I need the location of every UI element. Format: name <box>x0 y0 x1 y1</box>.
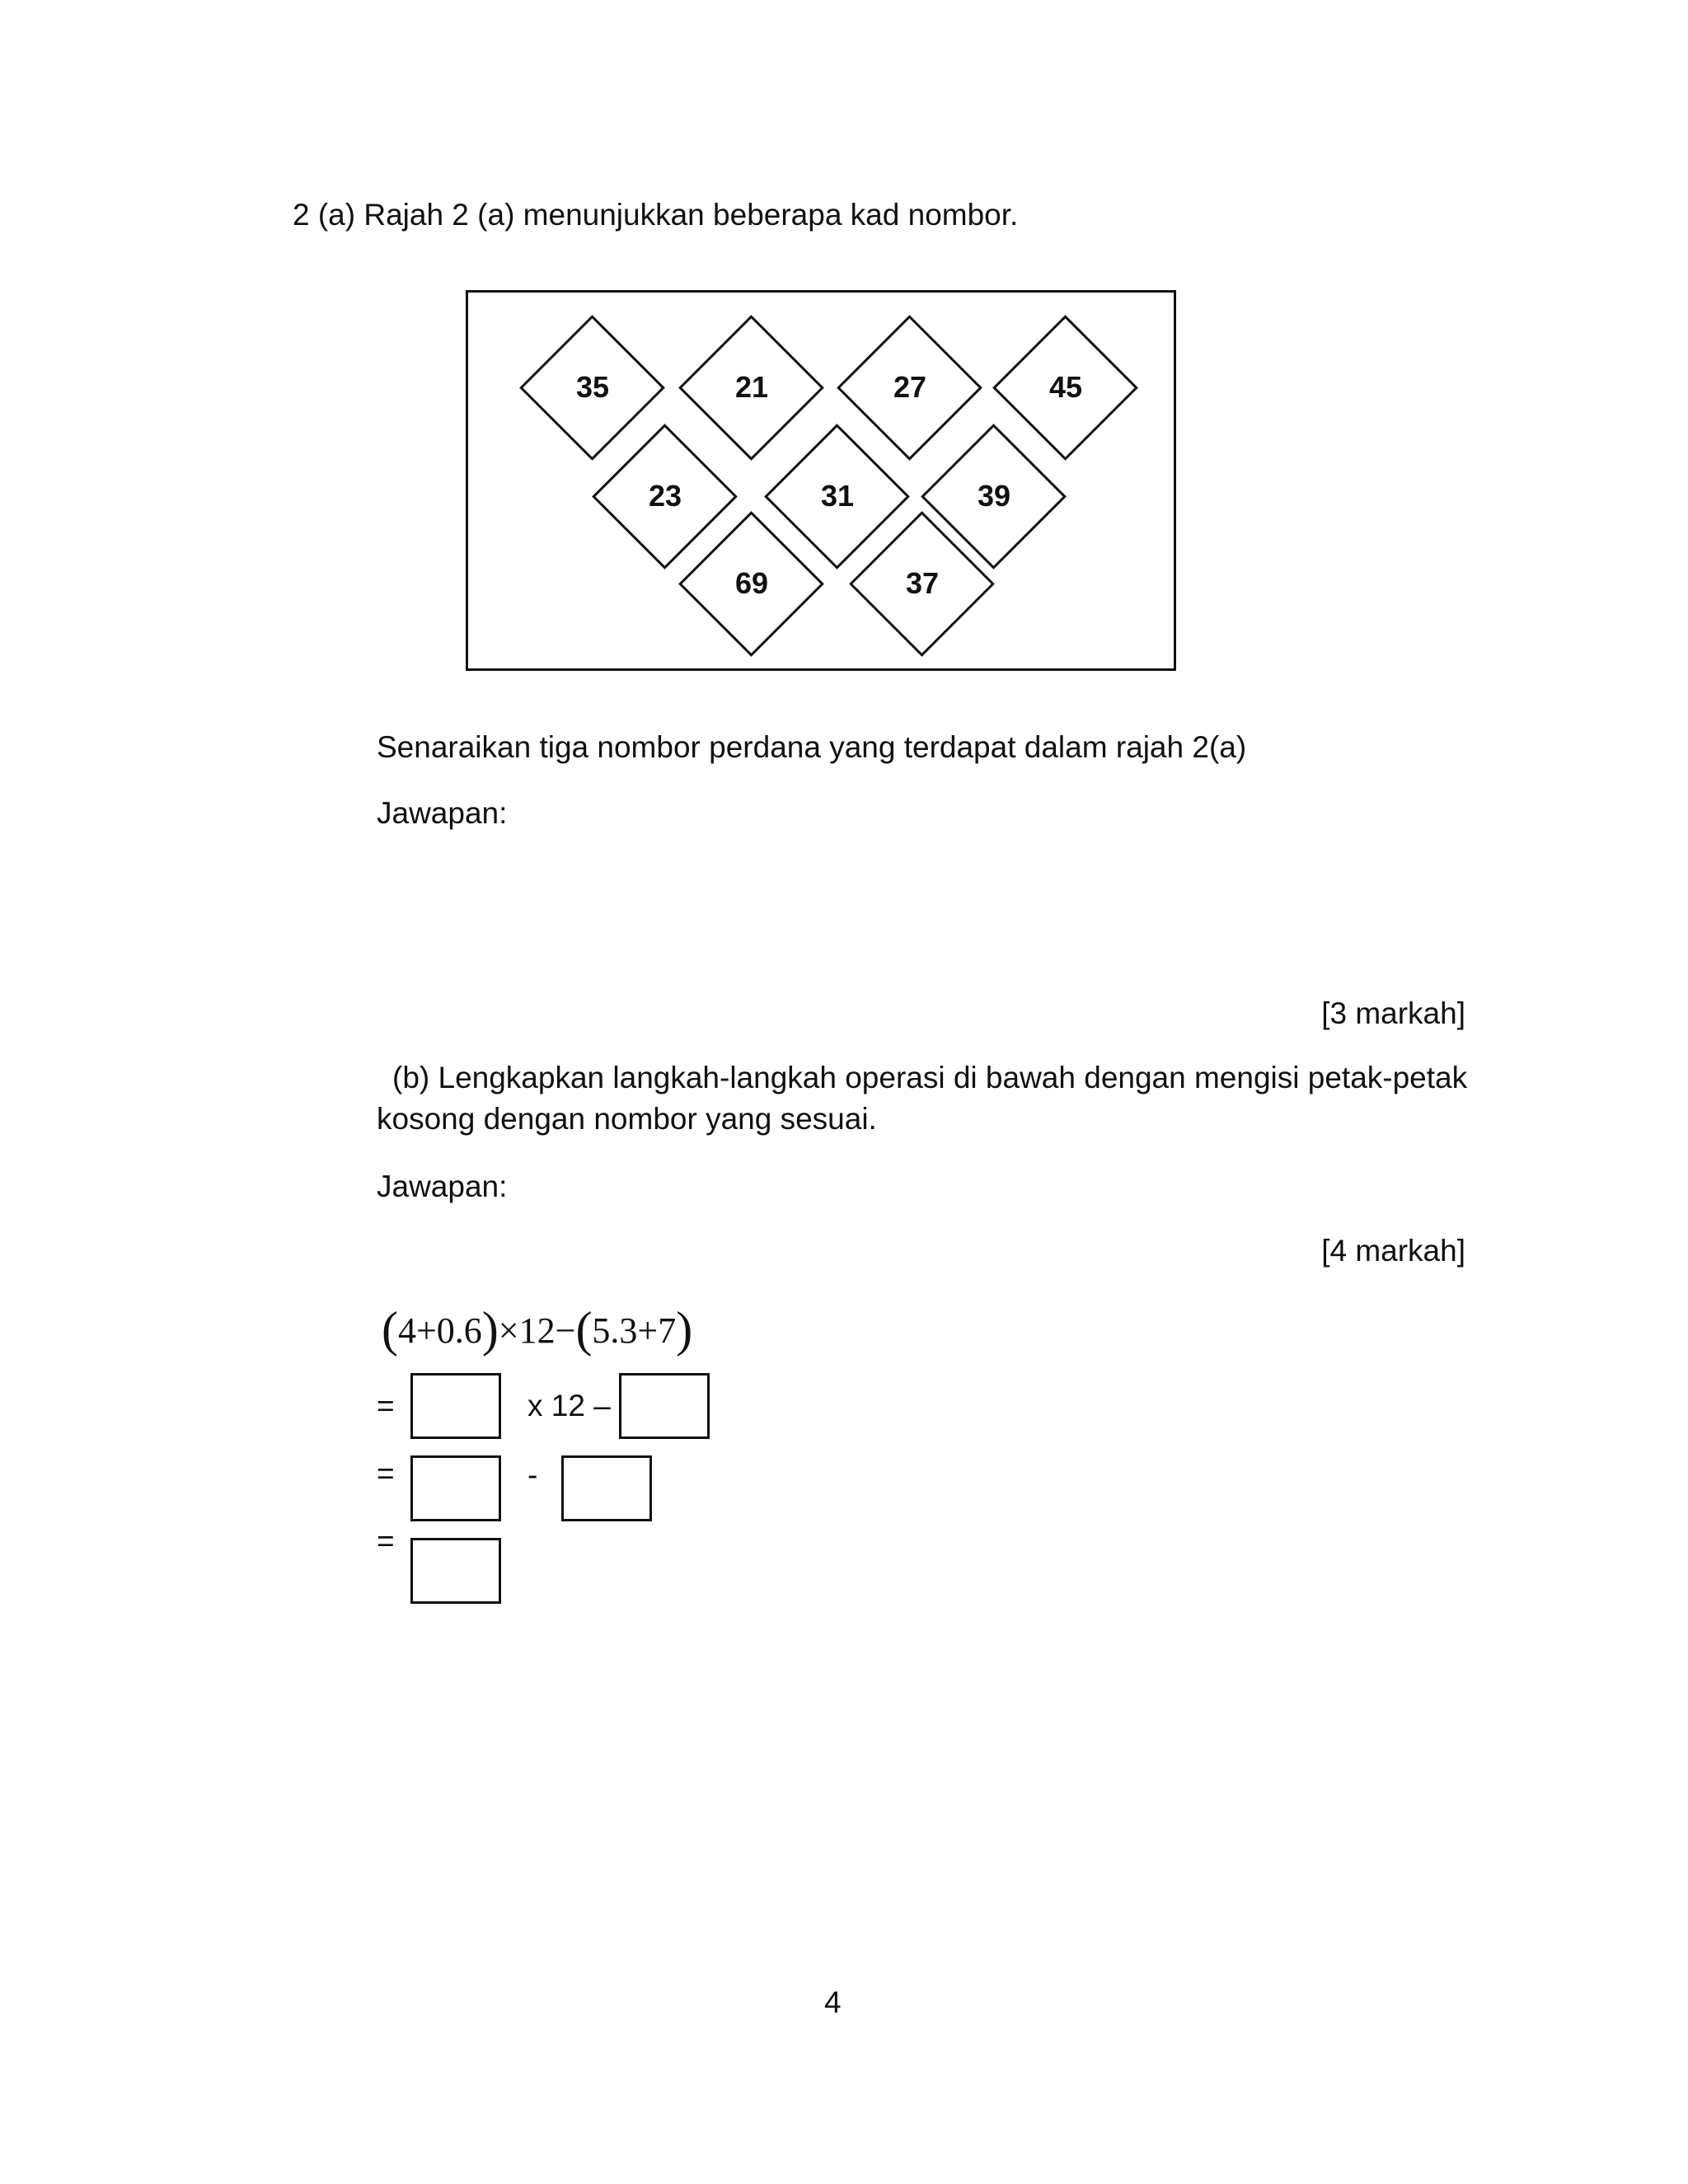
answer-box[interactable] <box>410 1455 501 1521</box>
number-card-label: 21 <box>734 370 769 404</box>
close-parenthesis: ) <box>676 1302 693 1357</box>
number-card-label: 37 <box>905 566 940 600</box>
math-expression <box>382 1301 692 1360</box>
part-b-marks: [4 markah] <box>1321 1234 1465 1268</box>
page-number: 4 <box>824 1985 842 2019</box>
part-a-answer-label: Jawapan: <box>377 796 508 830</box>
number-card-label: 39 <box>977 479 1011 513</box>
open-parenthesis: ( <box>575 1302 593 1357</box>
number-card-label: 23 <box>648 479 682 513</box>
part-a-marks: [3 markah] <box>1321 996 1465 1030</box>
part-a-instruction: Senaraikan tiga nombor perdana yang terdapat dalam rajah 2(a) <box>377 730 1247 764</box>
number-card-label: 27 <box>893 370 927 404</box>
open-parenthesis: ( <box>382 1302 398 1357</box>
answer-box[interactable] <box>561 1455 652 1521</box>
number-card-label: 69 <box>734 566 769 600</box>
expression-term: ×12− <box>498 1310 576 1351</box>
question-heading: 2 (a) Rajah 2 (a) menunjukkan beberapa kad nombor. <box>293 198 1019 232</box>
answer-box[interactable] <box>410 1538 501 1604</box>
number-cards-figure <box>466 290 1176 671</box>
operator-text: - <box>528 1458 538 1492</box>
number-card-label: 35 <box>575 370 610 404</box>
equals-sign: = <box>377 1456 395 1490</box>
equals-sign: = <box>377 1524 395 1558</box>
part-b-instruction-line2: kosong dengan nombor yang sesuai. <box>377 1102 877 1136</box>
answer-box[interactable] <box>619 1373 710 1439</box>
expression-term: 4+0.6 <box>397 1310 482 1351</box>
close-parenthesis: ) <box>481 1302 499 1357</box>
part-b-answer-label: Jawapan: <box>377 1169 508 1203</box>
part-b-instruction-line1: (b) Lengkapkan langkah-langkah operasi di bawah dengan mengisi petak-petak <box>392 1061 1468 1094</box>
operator-text: x 12 – <box>528 1389 611 1422</box>
expression-term: 5.3+7 <box>592 1310 677 1351</box>
number-card-label: 45 <box>1048 370 1083 404</box>
number-card-label: 31 <box>820 479 855 513</box>
equals-sign: = <box>377 1389 395 1422</box>
answer-box[interactable] <box>410 1373 501 1439</box>
